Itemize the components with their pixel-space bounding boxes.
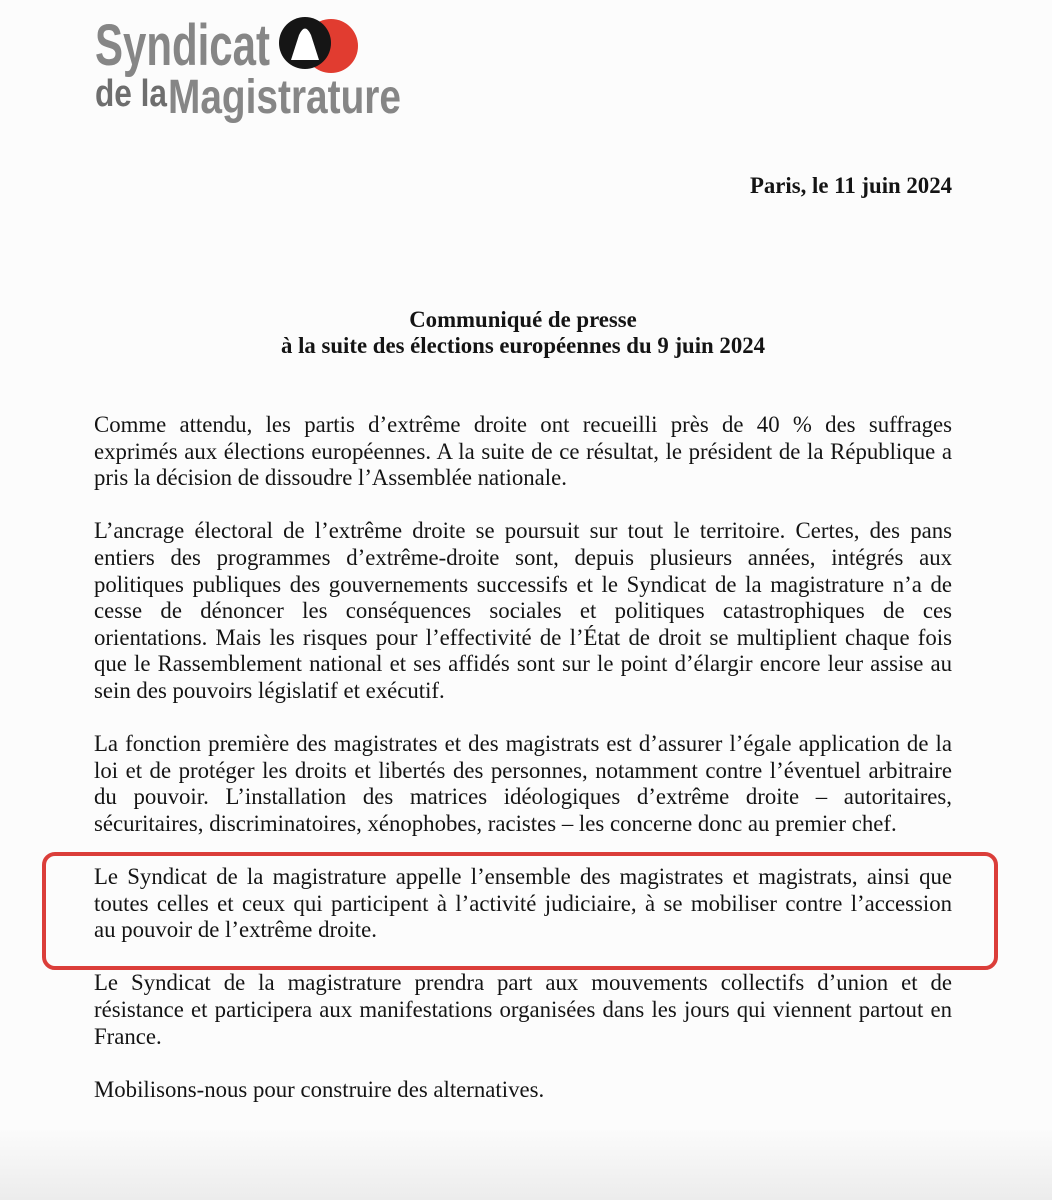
text-line: résistance et participera aux manifestations organisées dans les jours qui viennent partout en bbox=[94, 997, 952, 1023]
text-line: que le Rassemblement national et ses affidés sont sur le point d’élargir encore leur assise au bbox=[94, 651, 952, 677]
paragraph bbox=[94, 970, 952, 1050]
text-line: Mobilisons-nous pour construire des alternatives. bbox=[94, 1076, 545, 1102]
press-release-body bbox=[94, 412, 952, 1130]
text-line: loi et de protéger les droits et libertés des personnes, notamment contre l’éventuel arbitraire bbox=[94, 757, 952, 783]
text-line: Le Syndicat de la magistrature appelle l’ensemble des magistrates et magistrats, ainsi que bbox=[94, 864, 952, 890]
text-line: sein des pouvoirs législatif et exécutif. bbox=[94, 677, 445, 703]
text-line: Comme attendu, les partis d’extrême droite ont recueilli près de 40 % des suffrages bbox=[94, 412, 952, 437]
page-bottom-shade bbox=[0, 1130, 1052, 1200]
text-line: pris la décision de dissoudre l’Assemblée nationale. bbox=[94, 465, 567, 491]
text-line: cesse de dénoncer les conséquences sociales et politiques catastrophiques de ces bbox=[94, 598, 952, 624]
text-line: L’ancrage électoral de l’extrême droite se poursuit sur tout le territoire. Certes, des pans bbox=[94, 518, 952, 544]
paragraph bbox=[94, 518, 952, 704]
logo-text-magistrature: Magistrature bbox=[168, 71, 401, 124]
organization-logo bbox=[0, 0, 420, 130]
text-line: France. bbox=[94, 1023, 162, 1049]
press-release-heading bbox=[94, 307, 952, 360]
closing-paragraph bbox=[94, 1077, 952, 1104]
text-line: au pouvoir de l’extrême droite. bbox=[94, 917, 377, 943]
text-line: sécuritaires, discriminatoires, xénophobes, racistes – les concerne donc au premier chef. bbox=[94, 810, 897, 836]
highlight-box bbox=[42, 852, 998, 970]
paragraph bbox=[94, 731, 952, 837]
press-release-date: Paris, le 11 juin 2024 bbox=[749, 172, 952, 198]
logo-text-syndicat: Syndicat bbox=[95, 13, 270, 78]
logo-emblem-icon bbox=[279, 17, 358, 73]
page-title: Communiqué de presse bbox=[409, 306, 637, 332]
text-line: exprimés aux élections européennes. A la suite de ce résultat, le président de la République a bbox=[94, 438, 952, 464]
text-line: orientations. Mais les risques pour l’effectivité de l’État de droit se multiplient chaque fois bbox=[94, 624, 952, 650]
text-line: du pouvoir. L’installation des matrices idéologiques d’extrême droite – autoritaires, bbox=[94, 784, 952, 810]
text-line: Le Syndicat de la magistrature prendra part aux mouvements collectifs d’union et de bbox=[94, 970, 952, 996]
text-line: La fonction première des magistrates et des magistrats est d’assurer l’égale application de la bbox=[94, 731, 952, 757]
text-line: entiers des programmes d’extrême-droite sont, depuis plusieurs années, intégrés aux bbox=[94, 544, 952, 570]
page-subtitle: à la suite des élections européennes du 9 juin 2024 bbox=[280, 333, 766, 359]
logo-text-de-la: de la bbox=[95, 73, 168, 115]
text-line: politiques publiques des gouvernements successifs et le Syndicat de la magistrature n’a de bbox=[94, 571, 952, 597]
text-line: toutes celles et ceux qui participent à l’activité judiciaire, à se mobiliser contre l’accession bbox=[94, 890, 952, 916]
paragraph bbox=[94, 412, 952, 492]
